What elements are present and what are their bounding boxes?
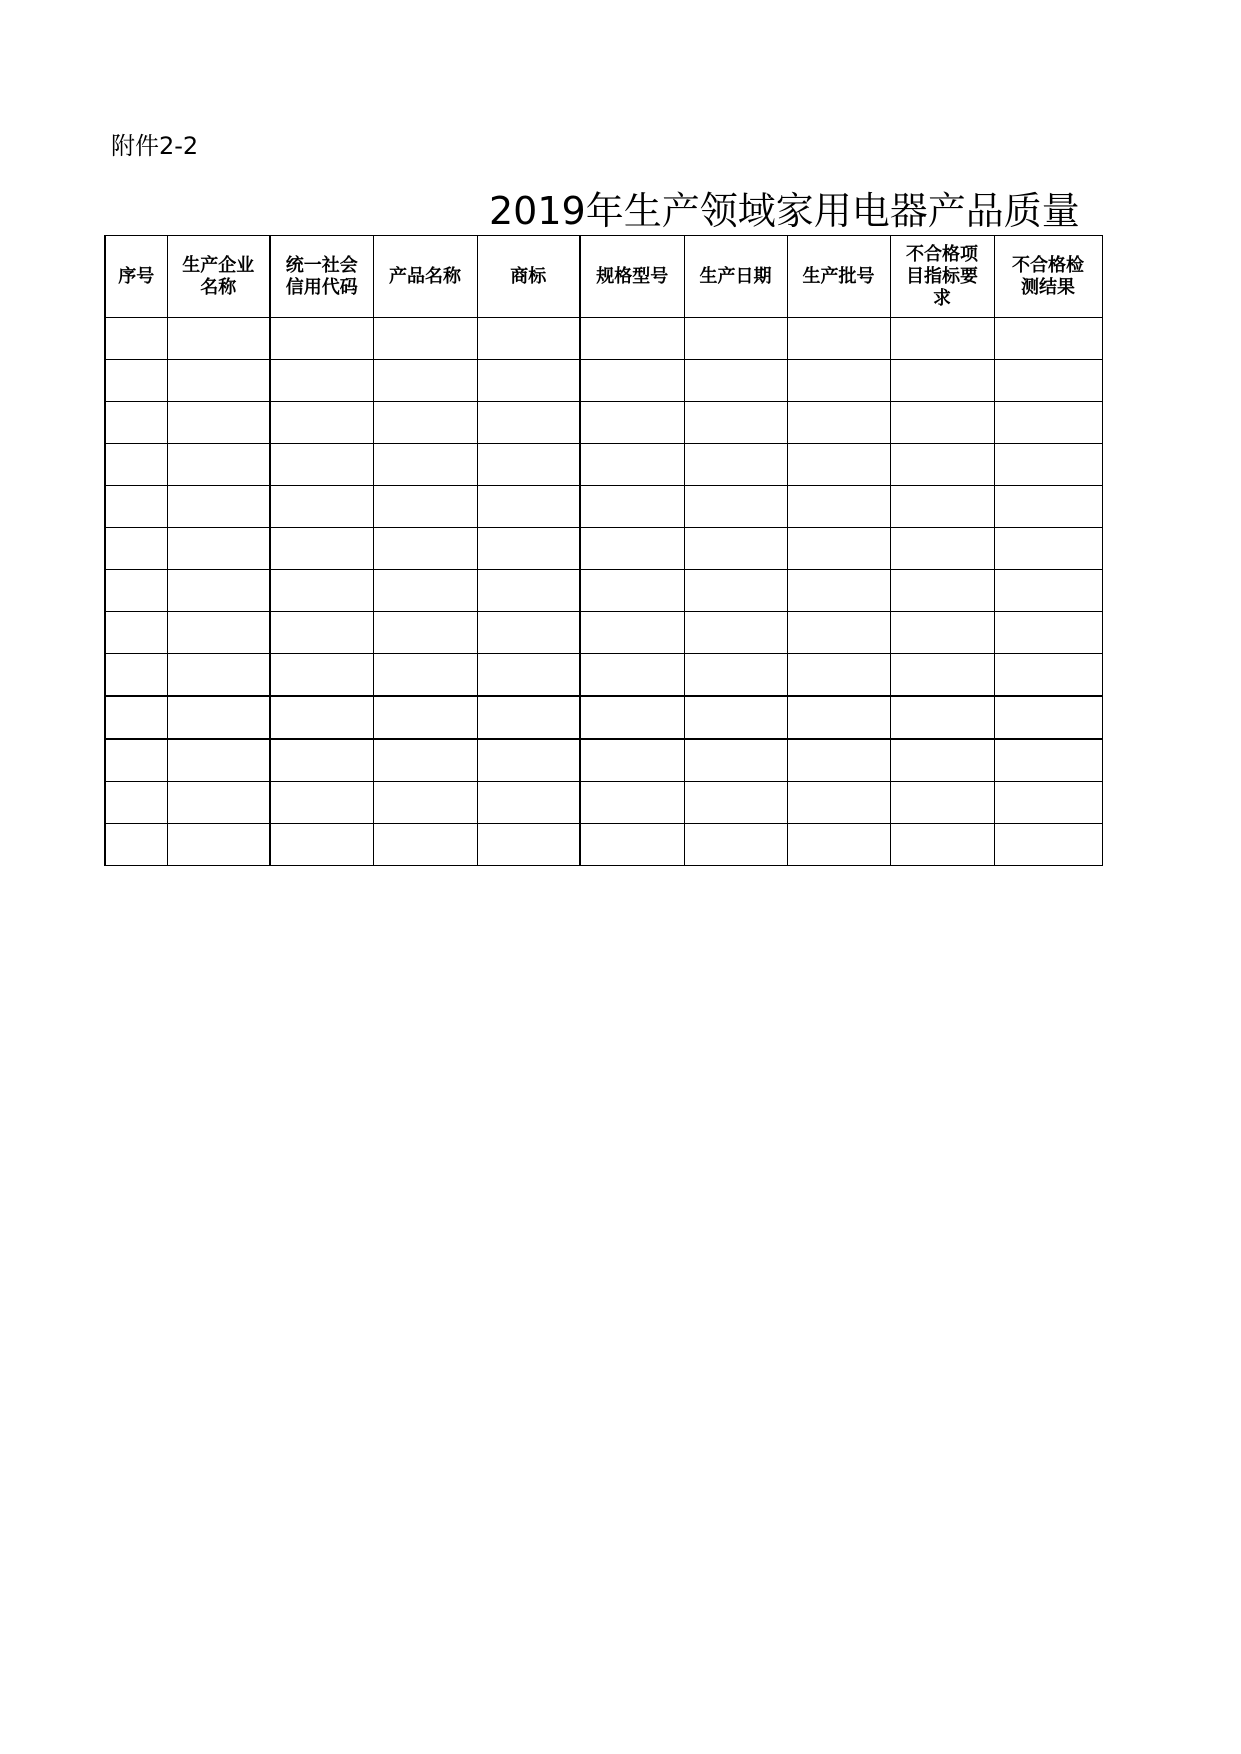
cell-model (580, 528, 684, 570)
cell-company (167, 824, 270, 866)
cell-test-result (994, 360, 1102, 402)
cell-requirement (890, 402, 994, 444)
cell-credit-code (270, 654, 373, 697)
cell-company (167, 318, 270, 360)
cell-credit-code (270, 696, 373, 739)
cell-trademark (477, 360, 580, 402)
cell-company (167, 782, 270, 824)
cell-trademark (477, 318, 580, 360)
table-row (105, 570, 1102, 612)
cell-seq (105, 612, 167, 654)
table-row (105, 696, 1102, 739)
cell-credit-code (270, 318, 373, 360)
cell-model (580, 360, 684, 402)
cell-production-date (684, 739, 787, 782)
table-body (105, 318, 1102, 866)
cell-test-result (994, 782, 1102, 824)
cell-batch-number (787, 612, 890, 654)
cell-test-result (994, 612, 1102, 654)
cell-batch-number (787, 570, 890, 612)
header-test-result: 不合格检 测结果 (994, 236, 1102, 318)
cell-credit-code (270, 570, 373, 612)
header-company: 生产企业 名称 (167, 236, 270, 318)
header-seq: 序号 (105, 236, 167, 318)
cell-credit-code (270, 402, 373, 444)
header-production-date: 生产日期 (684, 236, 787, 318)
cell-production-date (684, 318, 787, 360)
cell-trademark (477, 654, 580, 697)
cell-company (167, 696, 270, 739)
header-batch-number: 生产批号 (787, 236, 890, 318)
cell-production-date (684, 824, 787, 866)
cell-batch-number (787, 739, 890, 782)
cell-batch-number (787, 824, 890, 866)
cell-requirement (890, 782, 994, 824)
table-row (105, 402, 1102, 444)
cell-seq (105, 528, 167, 570)
cell-trademark (477, 486, 580, 528)
cell-requirement (890, 824, 994, 866)
cell-model (580, 570, 684, 612)
table-row (105, 318, 1102, 360)
cell-credit-code (270, 444, 373, 486)
table-header-row (105, 236, 1102, 318)
cell-trademark (477, 824, 580, 866)
header-requirement: 不合格项 目指标要 求 (890, 236, 994, 318)
cell-production-date (684, 444, 787, 486)
header-trademark: 商标 (477, 236, 580, 318)
table-row (105, 528, 1102, 570)
cell-company (167, 486, 270, 528)
page-title: 2019年生产领域家用电器产品质量 (489, 189, 1080, 233)
cell-batch-number (787, 402, 890, 444)
cell-product-name (373, 486, 477, 528)
cell-requirement (890, 444, 994, 486)
cell-seq (105, 444, 167, 486)
cell-model (580, 782, 684, 824)
cell-requirement (890, 318, 994, 360)
table-row (105, 612, 1102, 654)
cell-product-name (373, 570, 477, 612)
cell-test-result (994, 654, 1102, 697)
cell-product-name (373, 360, 477, 402)
cell-product-name (373, 318, 477, 360)
cell-credit-code (270, 739, 373, 782)
table-row (105, 782, 1102, 824)
cell-batch-number (787, 318, 890, 360)
cell-credit-code (270, 612, 373, 654)
cell-credit-code (270, 486, 373, 528)
cell-trademark (477, 782, 580, 824)
cell-seq (105, 570, 167, 612)
cell-company (167, 360, 270, 402)
cell-model (580, 824, 684, 866)
cell-product-name (373, 824, 477, 866)
cell-company (167, 654, 270, 697)
cell-model (580, 612, 684, 654)
cell-trademark (477, 528, 580, 570)
table-row (105, 739, 1102, 782)
cell-batch-number (787, 444, 890, 486)
cell-test-result (994, 739, 1102, 782)
cell-product-name (373, 528, 477, 570)
cell-seq (105, 696, 167, 739)
cell-seq (105, 486, 167, 528)
cell-seq (105, 782, 167, 824)
table-row (105, 824, 1102, 866)
cell-requirement (890, 696, 994, 739)
cell-product-name (373, 782, 477, 824)
cell-seq (105, 654, 167, 697)
cell-company (167, 444, 270, 486)
cell-batch-number (787, 360, 890, 402)
report-table (104, 235, 1103, 866)
cell-model (580, 486, 684, 528)
cell-trademark (477, 696, 580, 739)
cell-credit-code (270, 782, 373, 824)
cell-test-result (994, 824, 1102, 866)
cell-production-date (684, 528, 787, 570)
cell-test-result (994, 570, 1102, 612)
cell-model (580, 696, 684, 739)
cell-production-date (684, 402, 787, 444)
cell-production-date (684, 486, 787, 528)
cell-credit-code (270, 824, 373, 866)
cell-test-result (994, 486, 1102, 528)
cell-requirement (890, 528, 994, 570)
cell-model (580, 402, 684, 444)
header-product-name: 产品名称 (373, 236, 477, 318)
cell-product-name (373, 444, 477, 486)
cell-production-date (684, 570, 787, 612)
cell-seq (105, 402, 167, 444)
cell-product-name (373, 654, 477, 697)
cell-seq (105, 360, 167, 402)
cell-test-result (994, 696, 1102, 739)
cell-batch-number (787, 486, 890, 528)
cell-batch-number (787, 654, 890, 697)
cell-company (167, 528, 270, 570)
attachment-label: 附件2-2 (111, 132, 199, 160)
cell-product-name (373, 402, 477, 444)
cell-trademark (477, 444, 580, 486)
cell-batch-number (787, 696, 890, 739)
cell-trademark (477, 612, 580, 654)
cell-production-date (684, 782, 787, 824)
cell-batch-number (787, 528, 890, 570)
cell-seq (105, 739, 167, 782)
cell-seq (105, 824, 167, 866)
cell-credit-code (270, 360, 373, 402)
cell-model (580, 654, 684, 697)
cell-product-name (373, 739, 477, 782)
cell-trademark (477, 402, 580, 444)
cell-model (580, 739, 684, 782)
cell-requirement (890, 360, 994, 402)
cell-model (580, 444, 684, 486)
table-row (105, 360, 1102, 402)
cell-company (167, 402, 270, 444)
cell-test-result (994, 444, 1102, 486)
cell-production-date (684, 360, 787, 402)
cell-test-result (994, 318, 1102, 360)
cell-production-date (684, 612, 787, 654)
cell-test-result (994, 402, 1102, 444)
header-model: 规格型号 (580, 236, 684, 318)
table-row (105, 486, 1102, 528)
cell-product-name (373, 696, 477, 739)
cell-trademark (477, 570, 580, 612)
cell-test-result (994, 528, 1102, 570)
cell-credit-code (270, 528, 373, 570)
cell-requirement (890, 570, 994, 612)
cell-product-name (373, 612, 477, 654)
cell-requirement (890, 654, 994, 697)
cell-requirement (890, 612, 994, 654)
cell-production-date (684, 654, 787, 697)
cell-requirement (890, 486, 994, 528)
cell-batch-number (787, 782, 890, 824)
cell-company (167, 612, 270, 654)
cell-company (167, 570, 270, 612)
cell-seq (105, 318, 167, 360)
header-credit-code: 统一社会 信用代码 (270, 236, 373, 318)
cell-model (580, 318, 684, 360)
table-row (105, 444, 1102, 486)
cell-company (167, 739, 270, 782)
table-row (105, 654, 1102, 697)
title-area (104, 176, 1101, 234)
cell-trademark (477, 739, 580, 782)
cell-requirement (890, 739, 994, 782)
cell-production-date (684, 696, 787, 739)
